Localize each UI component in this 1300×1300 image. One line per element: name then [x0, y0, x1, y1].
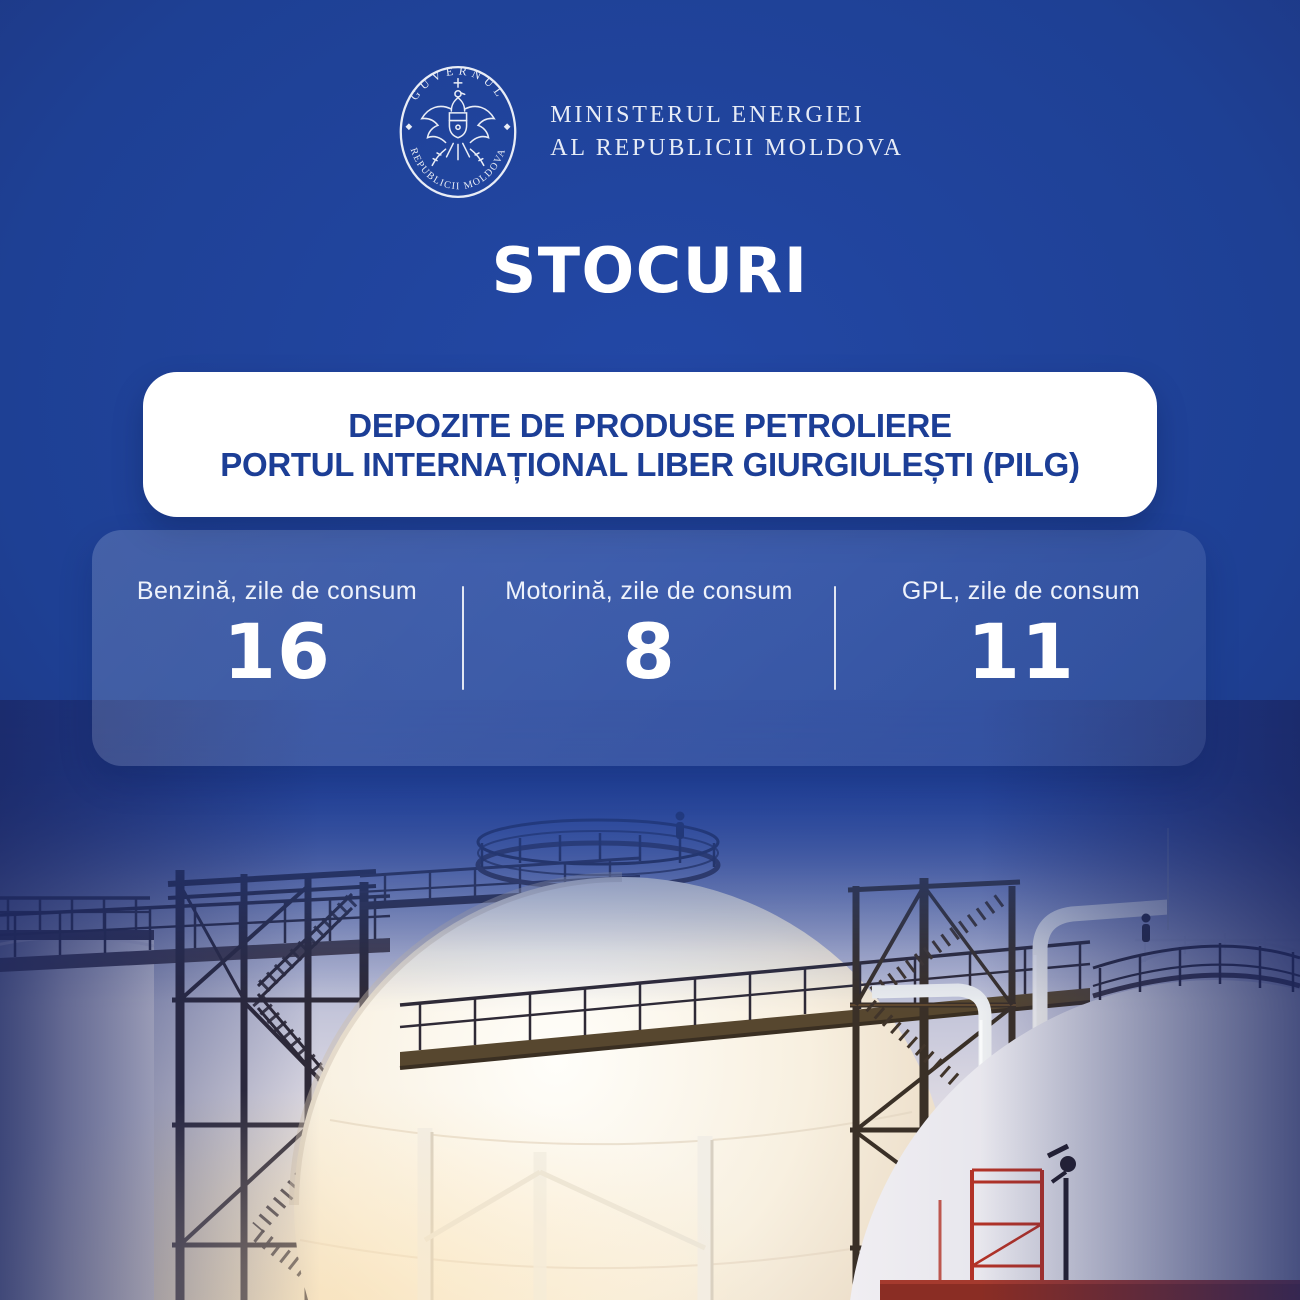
moldova-government-emblem-icon [396, 62, 520, 202]
stats-panel [92, 530, 1206, 766]
stat-gpl-label: GPL, zile de consum [901, 577, 1141, 605]
ministry-name-line2: AL REPUBLICII MOLDOVA [550, 135, 904, 161]
emblem-bottom-text: REPUBLICII MOLDOVA [407, 146, 509, 193]
ministry-name [550, 99, 903, 165]
storage-tanks-photo [0, 700, 1300, 1300]
emblem-top-text: GUVERNUL [407, 63, 510, 103]
stat-gpl [836, 530, 1206, 766]
stat-benzina [92, 530, 462, 766]
stat-motorina-label: Motorină, zile de consum [505, 577, 793, 605]
coat-of-arms-eagle [422, 79, 494, 166]
stat-motorina [464, 530, 834, 766]
headline-line2: PORTUL INTERNAȚIONAL LIBER GIURGIULEȘTI (PILG) [220, 445, 1080, 483]
ministry-name-line1: MINISTERUL ENERGIEI [550, 102, 865, 128]
stat-benzina-label: Benzină, zile de consum [136, 577, 418, 605]
photo-left-vignette [0, 700, 320, 1300]
page-title: STOCURI [491, 234, 809, 307]
headline-line1: DEPOZITE DE PRODUSE PETROLIERE [348, 406, 952, 444]
stat-gpl-value: 11 [967, 607, 1075, 696]
header [0, 62, 1300, 202]
stat-motorina-value: 8 [622, 607, 676, 696]
headline-card [143, 372, 1157, 517]
stat-benzina-value: 16 [223, 607, 331, 696]
photo-right-vignette [980, 700, 1300, 1300]
